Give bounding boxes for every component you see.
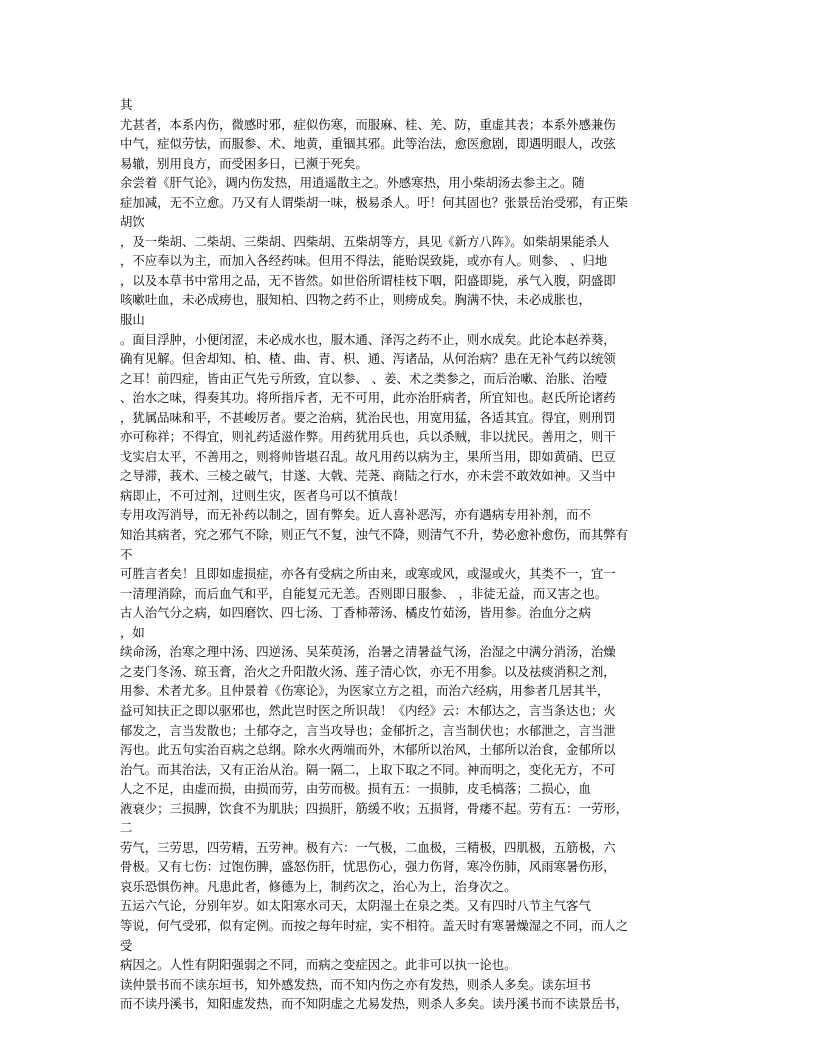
text-line: 专用攻泻消导，而无补药以制之，固有弊矣。近人喜补恶泻，亦有遇病专用补剂，而不 (120, 507, 591, 523)
text-line: 益可知扶正之即以驱邪也，然此岂时医之所识哉！《内经》云：木郁达之，言当条达也；火 (120, 702, 616, 718)
text-line: 骨极。又有七伤：过饱伤脾，盛怒伤肝，忧思伤心，强力伤肾，寒冷伤肺，风雨寒暑伤形， (120, 859, 616, 875)
text-line: 用参、术者尤多。且仲景着《伤寒论》，为医家立方之祖，而治六经病，用参者几居其半， (120, 683, 610, 699)
text-line: 读仲景书而不读东垣书，知外感发热，而不知内伤之亦有发热，则杀人多矣。读东垣书 (120, 976, 591, 992)
text-line: 。面目浮肿，小便闭涩，未必成水也，服木通、泽泻之药不止，则水成矣。此论本赵养葵， (120, 331, 616, 347)
text-line: 等说，何气受邪，似有定例。而按之每年时症，实不相符。盖天时有寒暑燥湿之不同，而人之 (120, 917, 629, 933)
text-line: 胡饮 (120, 214, 145, 230)
text-line: ，如 (120, 624, 145, 640)
text-line: 续命汤，治寒之理中汤、四逆汤、吴茱萸汤，治暑之清暑益气汤，治湿之中满分消汤，治燥 (120, 644, 616, 660)
text-line: 中气，症似劳怯，而服参、术、地黄，重锢其邪。此等治法，愈医愈剧，即遇明眼人，改弦 (120, 136, 616, 152)
text-line: 服山 (120, 312, 145, 328)
text-line: 可胜言者矣！且即如虚损症，亦各有受病之所由来，或寒或风，或湿或火，其类不一，宜一 (120, 566, 616, 582)
text-line: 之导滞，莪术、三棱之破气，甘遂、大戟、芫荛、商陆之行水，亦未尝不敢效如神。又当中 (120, 468, 616, 484)
text-line: 哀乐恐惧伤神。凡患此者，修德为上，制药次之，治心为上，治身次之。 (120, 878, 517, 894)
text-line: 二 (120, 820, 133, 836)
text-line: 病即止，不可过剂，过则生灾，医者乌可以不慎哉！ (120, 487, 405, 503)
text-line: 郁发之，言当发散也；土郁夺之，言当攻导也；金郁折之，言当制伏也；水郁泄之，言当泄 (120, 722, 616, 738)
text-line: 治气。而其治法，又有正治从治。隔一隔二，上取下取之不同。神而明之，变化无方，不可 (120, 761, 616, 777)
text-line: 知治其病者，究之邪气不除，则正气不复，浊气不降，则清气不升，势必愈补愈伤，而其弊有 (120, 527, 629, 543)
text-line: ，及一柴胡、二柴胡、三柴胡、四柴胡、五柴胡等方，具见《新方八阵》。如柴胡果能杀人 (120, 233, 610, 249)
text-line: 一清理消除，而后血气和平，自能复元无恙。否则即日服参、 ，非徒无益，而又害之也。 (120, 585, 608, 601)
text-line: 而不读丹溪书，知阳虚发热，而不知阴虚之尤易发热，则杀人多矣。读丹溪书而不读景岳书， (120, 996, 629, 1012)
text-line: ，以及本草书中常用之品，无不皆然。如世俗所谓桂枝下咽，阳盛即毙，承气入腹，阴盛即 (120, 272, 616, 288)
text-line: 之麦门冬汤、琼玉膏，治火之升阳散火汤、莲子清心饮，亦无不用参。以及祛痰消积之剂， (120, 663, 616, 679)
text-line: 咳嗽吐血，未必成痨也，服知柏、四物之药不止，则痨成矣。胸满不快，未必成胀也， (120, 292, 591, 308)
text-line: 劳气，三劳思，四劳精，五劳神。极有六：一气极，二血极，三精极，四肌极，五筋极，六 (120, 839, 616, 855)
text-line: 五运六气论，分别年岁。如太阳寒水司天，太阴湿土在泉之类。又有四时八节主气客气 (120, 898, 591, 914)
text-line: 症加减，无不立愈。乃又有人谓柴胡一味，极易杀人。吁！何其固也？张景岳治受邪，有正柴 (120, 194, 629, 210)
text-line: 易辙，别用良方，而受困多日，已濒于死矣。 (120, 155, 368, 171)
text-line: 不 (120, 546, 133, 562)
text-line: 泻也。此五句实治百病之总纲。除水火两端而外，木郁所以治风，土郁所以治食，金郁所以 (120, 742, 616, 758)
text-line: 确有见解。但舍却知、柏、楂、曲、青、枳、通、泻诸品，从何治病？患在无补气药以统领 (120, 351, 616, 367)
text-line: 、治水之味，得奏其功。将所指斥者，无不可用，此亦治肝病者，所宜知也。赵氏所论诸药 (120, 390, 616, 406)
text-line: ，犹属品味和平，不甚峻厉者。要之治病，犹治民也，用宽用猛，各适其宜。得宜，则刑罚 (120, 409, 616, 425)
text-line: 余尝着《肝气论》，调内伤发热，用逍遥散主之。外感寒热，用小柴胡汤去参主之。随 (120, 175, 585, 191)
text-line: 其 (120, 97, 133, 112)
text-line: 之耳！前四症，皆由正气先亏所致，宜以参、 、姜、术之类参之，而后治嗽、治胀、治噎 (120, 370, 608, 386)
text-line: 受 (120, 937, 133, 953)
text-line: 亦可称祥；不得宜，则礼药适滋作弊。用药犹用兵也，兵以杀贼，非以扰民。善用之，则干 (120, 429, 616, 445)
text-line: 人之不足，由虚而损，由损而劳，由劳而极。损有五：一损肺，皮毛槁落；二损心，血 (120, 781, 591, 797)
text-line: 病因之。人性有阴阳强弱之不同，而病之变症因之。此非可以执一论也。 (120, 957, 517, 973)
document-text-body (120, 95, 695, 1014)
text-line: 尤甚者，本系内伤，微感时邪，症似伤寒，而服麻、桂、羌、防，重虚其表；本系外感兼伤 (120, 116, 616, 132)
text-line: ，不应奉以为主，而加入各经药味。但用不得法，能贻误致毙，或亦有人。则参、 、归地 (120, 253, 608, 269)
text-line: 液衰少；三损脾，饮食不为肌肤；四损肝，筋缓不收；五损肾，骨痿不起。劳有五：一劳形， (120, 800, 629, 816)
text-line: 古人治气分之病，如四磨饮、四七汤、丁香柿蒂汤、橘皮竹茹汤，皆用参。治血分之病 (120, 605, 591, 621)
text-line: 戈实启太平，不善用之，则将帅皆堪召乱。故凡用药以病为主，果所当用，即如黄硝、巴豆 (120, 448, 616, 464)
